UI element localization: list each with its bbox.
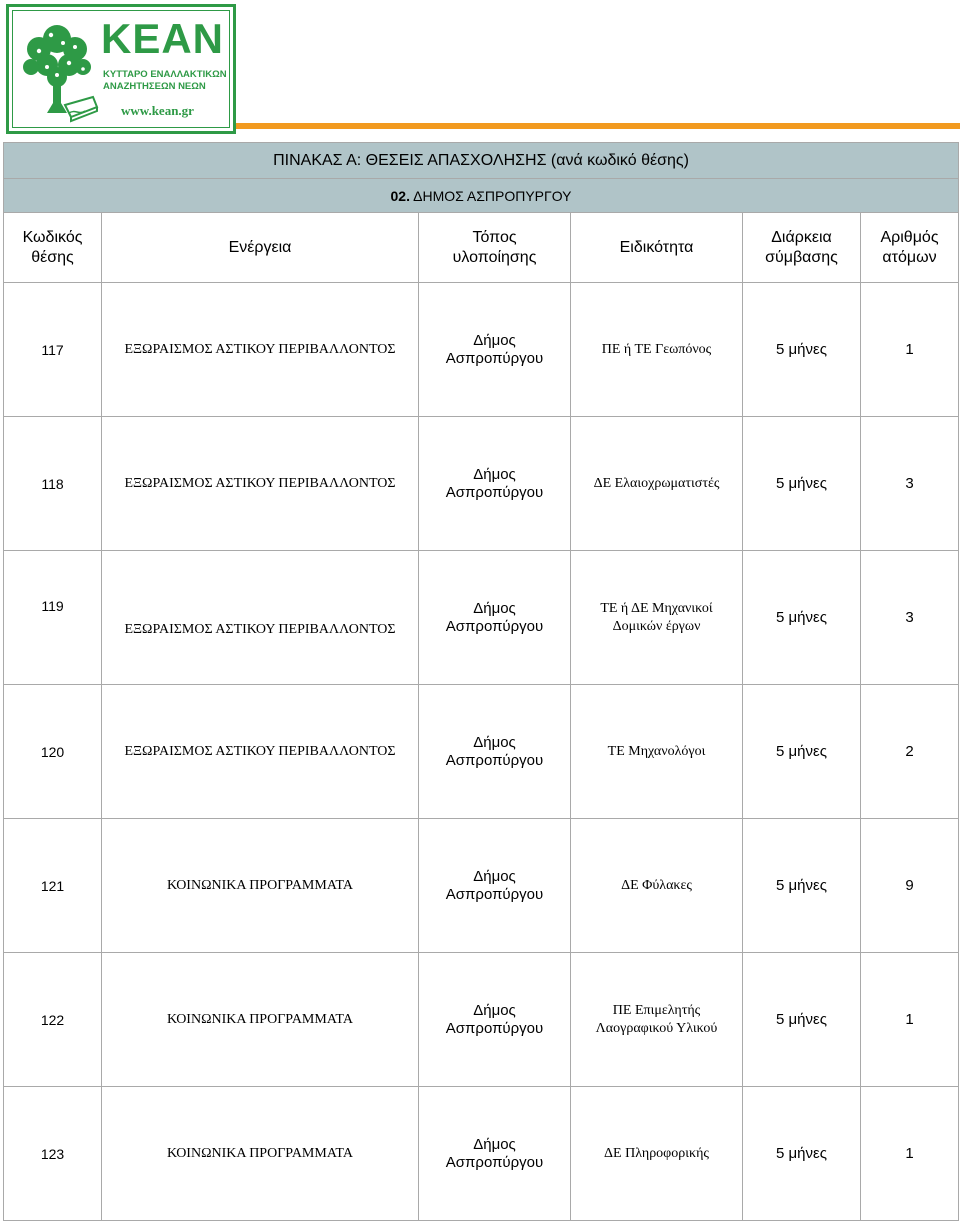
cell-code: 118 (4, 417, 102, 551)
cell-duration: 5 μήνες (743, 953, 861, 1087)
cell-activity: ΚΟΙΝΩΝΙΚΑ ΠΡΟΓΡΑΜΜΑΤΑ (102, 819, 419, 953)
header-code: Κωδικός θέσης (4, 213, 102, 283)
cell-code: 120 (4, 685, 102, 819)
orange-divider (236, 123, 960, 129)
job-positions-table (3, 142, 959, 1221)
column-header-row (4, 213, 959, 283)
table-row (4, 1087, 959, 1221)
cell-duration: 5 μήνες (743, 1087, 861, 1221)
cell-count: 1 (861, 1087, 959, 1221)
cell-specialty: ΤΕ ή ΔΕ Μηχανικοί Δομικών έργων (571, 551, 743, 685)
logo-url: www.kean.gr (121, 103, 194, 118)
cell-specialty: ΔΕ Πληροφορικής (571, 1087, 743, 1221)
cell-duration: 5 μήνες (743, 417, 861, 551)
table-title: ΠΙΝΑΚΑΣ Α: ΘΕΣΕΙΣ ΑΠΑΣΧΟΛΗΣΗΣ (ανά κωδικό θέσης) (4, 143, 959, 179)
cell-duration: 5 μήνες (743, 819, 861, 953)
header-duration: Διάρκεια σύμβασης (743, 213, 861, 283)
cell-specialty: ΠΕ Επιμελητής Λαογραφικού Υλικού (571, 953, 743, 1087)
table-row (4, 953, 959, 1087)
cell-place: Δήμος Ασπροπύργου (419, 1087, 571, 1221)
tree-book-icon (17, 17, 99, 127)
cell-duration: 5 μήνες (743, 283, 861, 417)
municipality-number: 02. (390, 187, 410, 204)
cell-count: 9 (861, 819, 959, 953)
cell-activity: ΕΞΩΡΑΙΣΜΟΣ ΑΣΤΙΚΟΥ ΠΕΡΙΒΑΛΛΟΝΤΟΣ (102, 417, 419, 551)
cell-code: 122 (4, 953, 102, 1087)
municipality-heading (4, 179, 959, 213)
table-row (4, 417, 959, 551)
header-activity: Ενέργεια (102, 213, 419, 283)
cell-activity: ΕΞΩΡΑΙΣΜΟΣ ΑΣΤΙΚΟΥ ΠΕΡΙΒΑΛΛΟΝΤΟΣ (102, 283, 419, 417)
cell-activity: ΚΟΙΝΩΝΙΚΑ ΠΡΟΓΡΑΜΜΑΤΑ (102, 1087, 419, 1221)
cell-place: Δήμος Ασπροπύργου (419, 551, 571, 685)
cell-count: 1 (861, 283, 959, 417)
table-title-row (4, 143, 959, 179)
cell-activity: ΕΞΩΡΑΙΣΜΟΣ ΑΣΤΙΚΟΥ ΠΕΡΙΒΑΛΛΟΝΤΟΣ (102, 551, 419, 685)
cell-specialty: ΠΕ ή ΤΕ Γεωπόνος (571, 283, 743, 417)
cell-place: Δήμος Ασπροπύργου (419, 819, 571, 953)
header-specialty: Ειδικότητα (571, 213, 743, 283)
header-place: Τόπος υλοποίησης (419, 213, 571, 283)
cell-activity: ΕΞΩΡΑΙΣΜΟΣ ΑΣΤΙΚΟΥ ΠΕΡΙΒΑΛΛΟΝΤΟΣ (102, 685, 419, 819)
logo-subtitle-line2: ΑΝΑΖΗΤΗΣΕΩΝ ΝΕΩΝ (103, 81, 206, 92)
logo-title: KEAN (101, 15, 225, 62)
municipality-row (4, 179, 959, 213)
table-row (4, 685, 959, 819)
cell-place: Δήμος Ασπροπύργου (419, 283, 571, 417)
table-row (4, 283, 959, 417)
cell-specialty: ΔΕ Ελαιοχρωματιστές (571, 417, 743, 551)
cell-code: 117 (4, 283, 102, 417)
cell-specialty: ΔΕ Φύλακες (571, 819, 743, 953)
cell-duration: 5 μήνες (743, 685, 861, 819)
header-count: Αριθμός ατόμων (861, 213, 959, 283)
logo-subtitle-line1: ΚΥΤΤΑΡΟ ΕΝΑΛΛΑΚΤΙΚΩΝ (103, 69, 227, 80)
table-row (4, 551, 959, 685)
cell-place: Δήμος Ασπροπύργου (419, 953, 571, 1087)
municipality-name: ΔΗΜΟΣ ΑΣΠΡΟΠΥΡΓΟΥ (413, 187, 572, 204)
cell-code: 119 (4, 551, 102, 685)
cell-specialty: ΤΕ Μηχανολόγοι (571, 685, 743, 819)
cell-count: 3 (861, 417, 959, 551)
cell-place: Δήμος Ασπροπύργου (419, 685, 571, 819)
cell-place: Δήμος Ασπροπύργου (419, 417, 571, 551)
cell-count: 3 (861, 551, 959, 685)
cell-duration: 5 μήνες (743, 551, 861, 685)
kean-logo (6, 4, 236, 134)
cell-code: 121 (4, 819, 102, 953)
cell-activity: ΚΟΙΝΩΝΙΚΑ ΠΡΟΓΡΑΜΜΑΤΑ (102, 953, 419, 1087)
cell-count: 2 (861, 685, 959, 819)
cell-code: 123 (4, 1087, 102, 1221)
cell-count: 1 (861, 953, 959, 1087)
table-row (4, 819, 959, 953)
